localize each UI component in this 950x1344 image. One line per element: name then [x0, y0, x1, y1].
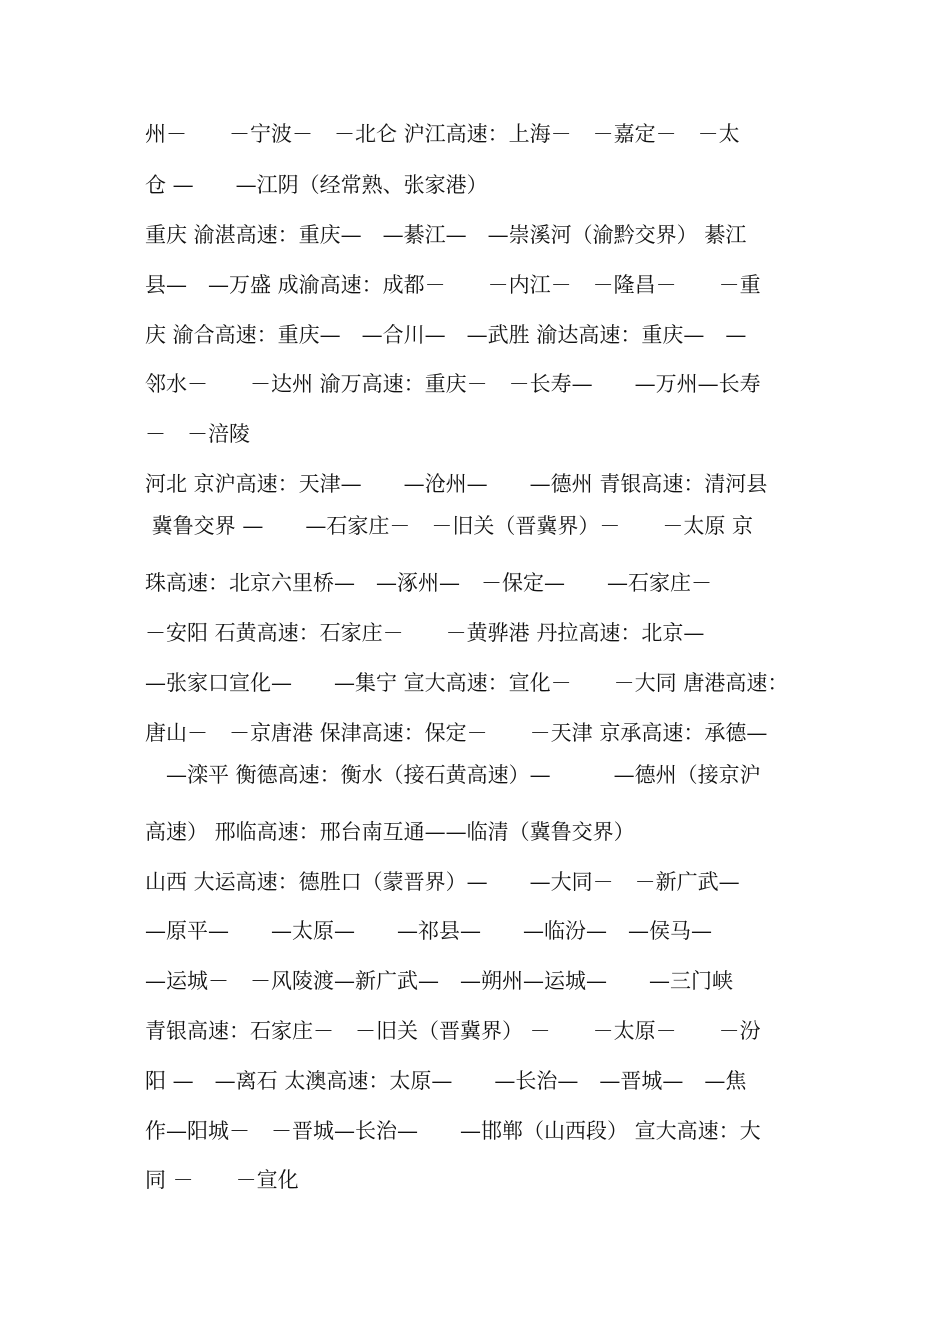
text-line: 山西 大运高速：德胜口（蒙晋界）— —大同－ －新广武— [145, 870, 740, 894]
text-line: － －涪陵 [145, 422, 250, 446]
text-line: 庆 渝合高速：重庆— —合川— —武胜 渝达高速：重庆— — [145, 323, 747, 347]
text-line: －安阳 石黄高速：石家庄－ －黄骅港 丹拉高速：北京— [145, 621, 705, 645]
text-line: 邻水－ －达州 渝万高速：重庆－ －长寿— —万州—长寿 [145, 372, 761, 396]
text-line: 河北 京沪高速：天津— —沧州— —德州 青银高速：清河县 [145, 472, 768, 496]
text-line: —运城－ －风陵渡—新广武— —朔州—运城— —三门峡 [145, 969, 733, 993]
text-line: 县— —万盛 成渝高速：成都－ －内江－ －隆昌－ －重 [145, 273, 761, 297]
text-line: 阳 — —离石 太澳高速：太原— —长治— —晋城— —焦 [145, 1069, 747, 1093]
text-line: —原平— —太原— —祁县— —临汾— —侯马— [145, 919, 712, 943]
text-line: —滦平 衡德高速：衡水（接石黄高速）— —德州（接京沪 [145, 763, 761, 787]
text-line: 青银高速：石家庄－ －旧关（晋冀界） － －太原－ －汾 [145, 1019, 761, 1043]
text-line: 唐山－ －京唐港 保津高速：保定－ －天津 京承高速：承德— [145, 721, 768, 745]
text-line: 同 － －宣化 [145, 1168, 299, 1192]
text-line: 州－ －宁波－ －北仑 沪江高速：上海－ －嘉定－ －太 [145, 122, 740, 146]
text-line: 高速） 邢临高速：邢台南互通——临清（冀鲁交界） [145, 820, 635, 844]
text-line: —张家口宣化— —集宁 宣大高速：宣化－ －大同 唐港高速： [145, 671, 789, 695]
text-line: 珠高速：北京六里桥— —涿州— －保定— —石家庄－ [145, 571, 712, 595]
text-line: 重庆 渝湛高速：重庆— —綦江— —崇溪河（渝黔交界） 綦江 [145, 223, 747, 247]
text-line: 仓 — —江阴（经常熟、张家港） [145, 173, 488, 197]
text-line: 作—阳城－ －晋城—长治— —邯郸（山西段） 宣大高速：大 [145, 1119, 761, 1143]
text-line: 冀鲁交界 — —石家庄－ －旧关（晋冀界）－ －太原 京 [145, 514, 754, 538]
